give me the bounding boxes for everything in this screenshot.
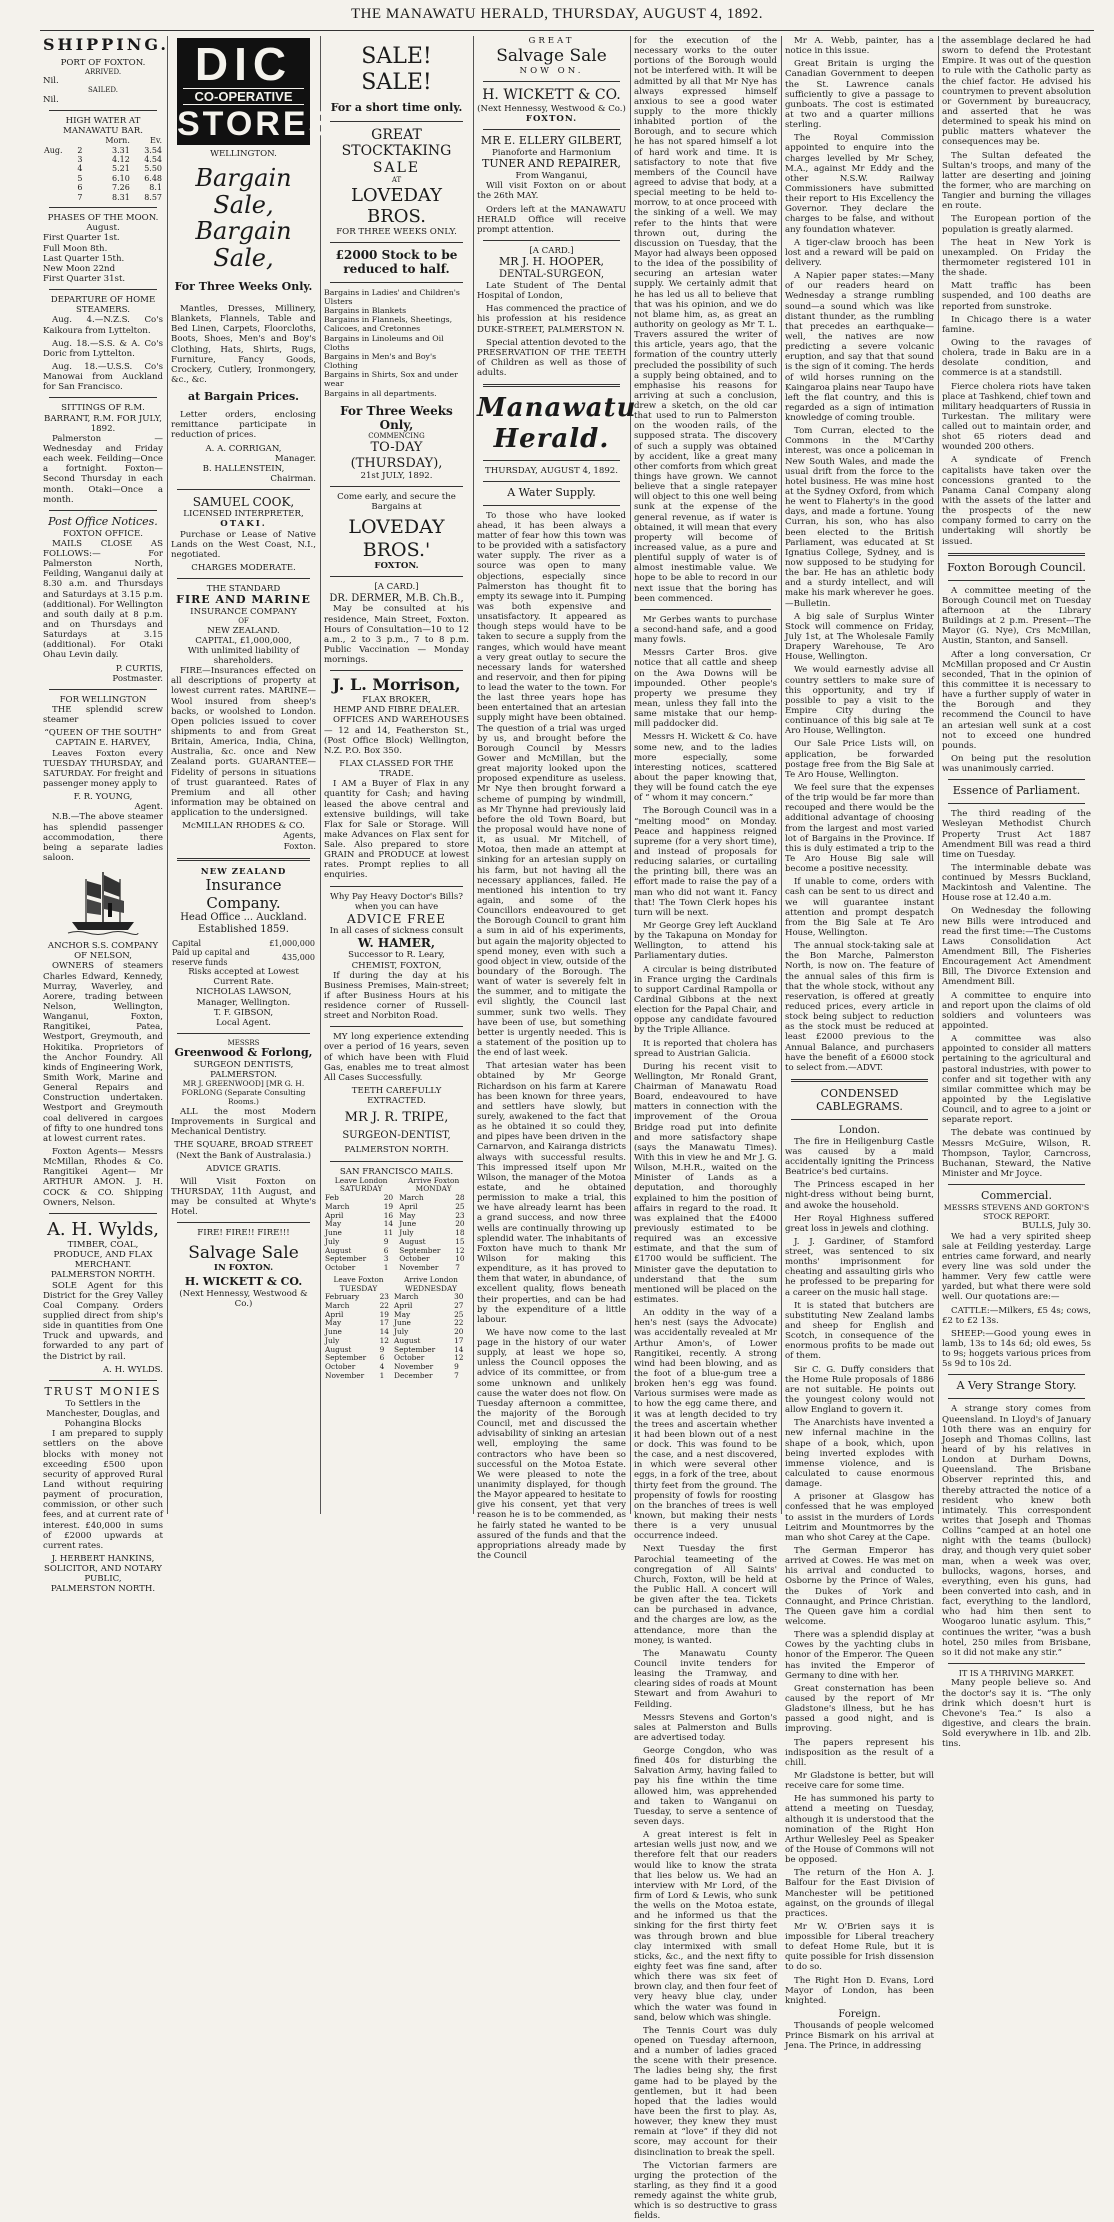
now-on: NOW ON. bbox=[519, 66, 584, 77]
three-weeks-2: For Three Weeks Only, bbox=[340, 403, 453, 432]
dic-place: WELLINGTON. bbox=[210, 149, 277, 160]
moon-line: First Quarter 31st. bbox=[43, 273, 126, 284]
news-paragraph: Mr George Grey left Auckland by the Takapuna on Monday for Wellington, to attend his Parliamentary duties. bbox=[634, 920, 777, 962]
hooper-name: MR J. H. HOOPER, bbox=[498, 255, 604, 269]
column-1 bbox=[40, 35, 169, 1595]
news-paragraph: We would earnestly advise all country settlers to make sure of this opportunity, and try if possible to pay a visit to the Empire City during the continuance of this big sale at Te Aro House, Wellington. bbox=[785, 665, 934, 737]
table-row: April 19 May 25 bbox=[325, 1309, 464, 1319]
cable-item: Mr Gladstone is better, but will receive care for some time. bbox=[785, 1770, 934, 1792]
square-address: THE SQUARE, BROAD STREET (Next the Bank of Australasia.) bbox=[174, 1140, 313, 1161]
cable-item: A prisoner at Glasgow has confessed that he was employed to assist in the murders of Lords Leitrim and Mountmorres by the man who shot Carey at the Cape. bbox=[785, 1492, 934, 1543]
cook-title: SAMUEL COOK, bbox=[192, 495, 295, 510]
hooper-sub: DENTAL-SURGEON, bbox=[498, 269, 604, 281]
cable-item: Fierce cholera riots have taken place at Tashkend, chief town and military headquarters of Russia in Turkestan. The military were called out to maintain order, and shot 65 rioters dead and wounded 200 others. bbox=[942, 381, 1091, 453]
water-paragraph: That artesian water has been obtained by Mr George Richardson on his farm at Karere has been known for three years, and settlers have slowly, but surely, awakened to the fact that as he obtained it so could they, and pipes have been driven in the Carnarvon, and Kairanga districts always with successful results. This impressed itself upon Mr Wilson, the manager of the Motoa estate, and he obtained permission to make a trial, this we have already learnt has been a grand success, and now three wells are continually throwing up splendid water. The inhabitants of Foxton have much to thank Mr Wilson for making this expenditure, as it has proved to them that water, in abundance, of excellent quality, flows beneath their properties, and can be had by the expenditure of a little labour. bbox=[477, 1061, 626, 1325]
ship-name: “QUEEN OF THE SOUTH” bbox=[44, 728, 162, 739]
cable-item: There was a splendid display at Cowes by the yachting clubs in honor of the Emperor. The Queen has invited the Emperor of Germany to dine with her. bbox=[785, 1630, 934, 1681]
column-4 bbox=[474, 36, 637, 1562]
list-item: Bargains in Shirts, Sox and under wear bbox=[324, 370, 458, 389]
teeth-extracted: TEETH CAREFULLY EXTRACTED. bbox=[351, 1086, 442, 1107]
liability-label: With unlimited liability of shareholders. bbox=[187, 645, 300, 666]
arrived-heading: ARRIVED. bbox=[84, 68, 122, 77]
fire-marine-title: FIRE AND MARINE bbox=[176, 593, 311, 607]
news-paragraph: Messrs Carter Bros. give notice that all cattle and sheep on the Awa Downs will be impounded. Other people's property we presume they mean, unless they fall into the same mistake that our hemp-mill paddocker did. bbox=[634, 648, 777, 730]
cable-item: It is stated that butchers are substituting New Zealand lambs and sheep for English and Scotch, in consequence of the enormous profits to be made out of them. bbox=[785, 1300, 934, 1362]
steamer-item: Aug. 18.—S.S. & A. Co's Doric from Lyttelton. bbox=[43, 338, 163, 359]
messrs-label: MESSRS bbox=[227, 1038, 260, 1047]
tripe-place: PALMERSTON NORTH. bbox=[344, 1145, 449, 1156]
today: TO-DAY (THURSDAY), bbox=[350, 440, 443, 471]
parliament-paragraph: A committee was also appointed to consider all matters pertaining to the agricultural and pastoral industries, with power to confer and sit together with any similar committee which may be appointed by the Legislative Council, and to agree to a joint or separate report. bbox=[942, 1034, 1091, 1126]
capital-label: CAPITAL, £1,000,000, bbox=[195, 635, 292, 646]
table-row: June 11 July 18 bbox=[325, 1228, 465, 1238]
sailed-value: Nil. bbox=[43, 94, 59, 105]
cable-item: Sir C. G. Duffy considers that the Home Rule proposals of 1886 are not suitable. He points out the youngest colony would not allow England to govern it. bbox=[785, 1364, 934, 1416]
nz-label: NEW ZEALAND. bbox=[207, 625, 280, 636]
news-paragraph: During his recent visit to Wellington, Mr Ronald Grant, Chairman of Manawatu Road Board, endeavoured to have matters in connection with the improvement of the Oroua Bridge road put into definite and more satisfactory shape (says the Manawatu Times). With this in view he and Mr J. G. Wilson, M.H.R., waited on the Minister of Lands as a deputation, and thoroughly explained to him the position of affairs in regard to the road. It was explained that the £4000 previously estimated to be required was an excessive estimate, and that the sum of £1700 would be sufficient. The Minister gave the deputation to understand that the sum mentioned will be placed on the estimates. bbox=[634, 1061, 777, 1306]
wylds-sub: TIMBER, COAL, PRODUCE, AND FLAX MERCHANT. bbox=[53, 1240, 153, 1271]
news-paragraph: Our Sale Price Lists will, on application, be forwarded postage free from the Big Sale at Te Aro House, Wellington. bbox=[785, 739, 934, 780]
news-paragraph: The Victorian farmers are urging the protection of the starling, as they find it a good remedy against the white grub, which is so destructive to grass fields. bbox=[634, 2160, 777, 2222]
table-row: June 14 July 20 bbox=[325, 1327, 464, 1337]
at-label: AT bbox=[391, 176, 402, 185]
wellington-text: THE splendid screw steamer bbox=[43, 705, 163, 726]
parliament-paragraph: A committee to enquire into and report upon the claims of old soldiers and volunteers was appointed. bbox=[942, 990, 1091, 1032]
cable-item: Great consternation has been caused by the report of Mr Gladstone's illness, but he has passed a good night, and is improving. bbox=[785, 1683, 934, 1735]
tuner-label: TUNER AND REPAIRER, bbox=[481, 157, 621, 171]
mails-table-1: Leave London SATURDAY Arrive Foxton MONDAY Feb 20 March 28 March 19 April 25 April 16 May 23 May 14 June 20 June 11 July 18 July 9 August 15 August 6 September 12 September 3 October 10 October 1 November 7 bbox=[324, 1177, 469, 1273]
moon-month: August. bbox=[86, 223, 120, 234]
visit-text: Will Visit Foxton on THURSDAY, 11th August, and may be consulted at Whyte's Hotel. bbox=[171, 1176, 316, 1218]
wickett-sub: (Next Hennessy, Westwood & Co.) bbox=[179, 1288, 308, 1309]
list-item: Bargains in Men's and Boy's Clothing bbox=[324, 351, 437, 371]
mcmillan-place: Foxton. bbox=[283, 841, 316, 852]
lawson-name: NICHOLAS LAWSON, bbox=[195, 987, 292, 998]
gorton-title: MESSRS STEVENS AND GORTON'S STOCK REPORT. bbox=[943, 1203, 1090, 1222]
shipping-title: SHIPPING. bbox=[43, 35, 169, 54]
hooper-text2: Has commenced the practice of his profession at his residence DUKE-STREET, PALMERSTON N. bbox=[477, 304, 626, 335]
nzi-title: Insurance Company. bbox=[205, 875, 282, 912]
table-row: July 9 August 15 bbox=[325, 1236, 465, 1246]
council-title: Foxton Borough Council. bbox=[947, 560, 1086, 574]
table-row: 4 5.21 5.50 bbox=[77, 164, 162, 174]
table-row: 3 4.12 4.54 bbox=[77, 154, 162, 164]
table-row: May 14 June 20 bbox=[325, 1219, 465, 1229]
cable-item: The heat in New York is unexampled. On Friday the thermometer registered 101 in the shade. bbox=[942, 237, 1091, 279]
greenwood-place: PALMERSTON. bbox=[210, 1070, 277, 1081]
commercial-paragraph: CATTLE:—Milkers, £5 4s; cows, £2 to £2 13s. bbox=[942, 1305, 1091, 1326]
hankins-place: PALMERSTON NORTH. bbox=[50, 1584, 156, 1595]
port-heading: PORT OF FOXTON. bbox=[60, 57, 146, 68]
hooper-text3: Special attention devoted to the PRESERVATION OF THE TEETH of Children as well as those of adults. bbox=[477, 337, 626, 379]
head-office: Head Office ... Auckland. bbox=[180, 912, 307, 924]
date: 21st JULY, 1892. bbox=[360, 471, 433, 482]
news-paragraph: George Congdon, who was fined 40s for disturbing the Salvation Army, having failed to pay his fine within the time allowed him, was apprehended and taken to Wanganui on Tuesday, to serve a sentence of seven days. bbox=[634, 1746, 777, 1828]
hankins-name: J. HERBERT HANKINS, bbox=[51, 1553, 155, 1564]
cable-item: Thousands of people welcomed Prince Bismark on his arrival at Jena. The Prince, in addressing bbox=[785, 2020, 934, 2052]
anchor-title: ANCHOR S.S. COMPANY OF NELSON, bbox=[47, 941, 159, 962]
steamer-item: Aug. 4.—N.Z.S. Co's Kaikoura from Lyttelton. bbox=[43, 315, 163, 336]
column-3 bbox=[321, 36, 472, 1514]
news-paragraph: If unable to come, orders with cash can be sent to us direct and we will guarantee instant attention and prompt despatch from the Big Sale at Te Aro House, Wellington. bbox=[785, 877, 934, 938]
steamer-item: Aug. 18.—U.S.S. Co's Manowai from Auckland for San Francisco. bbox=[43, 361, 163, 393]
table-row: March 19 April 25 bbox=[325, 1201, 465, 1211]
stock-reduced: £2000 Stock to be reduced to half. bbox=[335, 248, 458, 277]
mcmillan-name: McMILLAN RHODES & CO. bbox=[182, 821, 305, 832]
column-2 bbox=[168, 36, 335, 1514]
hamer-text: If during the day at his Business Premises, Main-street; if after Business Hours at his residence corner of Russell-street and Norbiton Road. bbox=[324, 970, 469, 1022]
wellington-title: FOR WELLINGTON bbox=[59, 694, 147, 705]
leaves-text: Leaves Foxton every TUESDAY THURSDAY, and SATURDAY. For freight and passenger money apply to bbox=[43, 748, 163, 789]
gilbert-sub: Pianoforte and Harmonium bbox=[491, 148, 611, 159]
gilbert-text: Will visit Foxton on or about the 26th MAY. bbox=[477, 181, 626, 202]
news-paragraph: Mr A. Webb, painter, has a notice in this issue. bbox=[785, 36, 934, 57]
table-row: March 22 April 27 bbox=[325, 1301, 464, 1311]
advice-gratis: ADVICE GRATIS. bbox=[206, 1163, 281, 1174]
cable-item: Mr W. O'Brien says it is impossible for Liberal treachery to defeat Home Rule, but it is quite possible for Irish dissension to do so. bbox=[785, 1921, 934, 1973]
hallenstein-name: B. HALLENSTEIN, bbox=[202, 463, 285, 474]
post-title: Post Office Notices. bbox=[48, 514, 158, 528]
fire-fire: FIRE! FIRE!! FIRE!!! bbox=[197, 1228, 290, 1239]
table-row: Paid up capital and reserve funds 435,000 bbox=[172, 948, 315, 967]
council-paragraph: After a long conversation, Cr McMillan proposed and Cr Austin seconded, That in the opinion of this committee it is necessary to have a further supply of water in the Borough and they recommend the Council to have an artesian well sunk at a cost not to exceed one hundred pounds. bbox=[942, 649, 1091, 751]
short-time: For a short time only. bbox=[330, 100, 463, 114]
column-7 bbox=[939, 36, 1094, 1750]
at-bargain: at Bargain Prices. bbox=[187, 390, 300, 404]
tripe-text: MY long experience extending over a period of 16 years, seven of which have been with Fluid Gas, enables me to treat almost All Cases Successfully. bbox=[324, 1032, 469, 1083]
cable-item: The Right Hon D. Evans, Lord Mayor of London, has been knighted. bbox=[785, 1975, 934, 2006]
lawson-role: Manager, Wellington. bbox=[196, 997, 291, 1008]
news-paragraph: A tiger-claw brooch has been lost and a reward will be paid on delivery. bbox=[785, 237, 934, 268]
steamers-title: DEPARTURE OF HOME STEAMERS. bbox=[50, 295, 156, 316]
standard-title: THE STANDARD bbox=[206, 584, 281, 595]
news-paragraph: Great Britain is urging the Canadian Government to deepen the St. Lawrence canals sufficiently to give a passage to gunboats. The cost is estimated at two and a quarter millions sterling. bbox=[785, 59, 934, 131]
council-paragraph: On being put the resolution was unanimously carried. bbox=[942, 753, 1091, 775]
come-early: Come early, and secure the Bargains at bbox=[337, 492, 456, 513]
anchor-text: OWNERS of steamers Charles Edward, Kennedy, Murray, Waverley, and Aorere, trading between Nelson, Wellington, Wanganui, Foxton, Rangitikei, Patea, Westport, Greymouth, and Hokitika. Proprietors of the Anchor Foundry. All kinds of Engineering Work, Smith Work, Marine and General Repairs and Construction undertaken. Westport and Greymouth coal delivered in cargoes of fifty to one hundred tons at lowest current rates. bbox=[43, 961, 163, 1144]
moon-title: PHASES OF THE MOON. bbox=[47, 213, 159, 224]
dermer-text: May be consulted at his residence, Main Street, Foxton. Hours of Consultation—10 to 12 a.m., 2 to 3 p.m., 7 to 8 p.m. Public Vaccination — Monday mornings. bbox=[324, 604, 469, 666]
water-paragraph: We have now come to the last page in the history of our water supply, at least we hope so, unless the Council opposes the advice of its committee, or from some unknown and unlikely cause the water does not flow. On Tuesday afternoon a committee, the majority of the Borough Council, met and discussed the advisability of sinking an artesian well, employing the same contractors who have been so successful on the Motoa Estate. We were pleased to note the unanimity displayed, for though the Mayor appeared to hesitate to give his consent, yet that very reason he is to be commended, as he fairly stated he wanted to be assured of the funds and that the appropriations already made by the Council bbox=[477, 1327, 626, 1562]
sittings-text: Palmerston — Wednesday and Friday each week. Feilding—Once a fortnight. Foxton—Second Thursday in each month. Otaki—Once a month. bbox=[43, 433, 163, 505]
news-paragraph: A circular is being distributed in France urging the Cardinals to support Cardinal Rampolla or Cardinal Gibbons at the next election for the Papal Chair, and oppose any candidate favoured by the Triple Alliance. bbox=[634, 964, 777, 1036]
table-row: October 4 November 9 bbox=[325, 1362, 459, 1372]
loveday-foxton: FOXTON. bbox=[374, 561, 419, 572]
tripe-sub: SURGEON-DENTIST, bbox=[342, 1129, 451, 1141]
stocktaking-title: GREAT STOCKTAKING bbox=[341, 126, 452, 160]
gibson-role: Local Agent. bbox=[216, 1017, 271, 1028]
table-row: May 17 June 22 bbox=[325, 1318, 464, 1328]
salvage-title: Salvage Sale bbox=[496, 46, 607, 67]
wickett-name: H. WICKETT & CO. bbox=[184, 1274, 303, 1288]
cable-item: The European portion of the population is greatly alarmed. bbox=[942, 214, 1091, 235]
greenwood-sub: SURGEON DENTISTS, bbox=[193, 1060, 294, 1071]
column-5 bbox=[631, 36, 780, 2222]
cable-item: A syndicate of French capitalists have taken over the concessions granted to the Panama Canal Company along with the assets of the latter and the prospects of the new company formed to carry on the undertaking will shortly be issued. bbox=[942, 455, 1091, 547]
corrigan-role: Manager. bbox=[274, 453, 316, 464]
news-paragraph: The Royal Commission appointed to enquire into the charges levelled by Mr Schey, M.A., against Mr Eddy and the other N.S.W. Railway Commissioners have submitted their report to His Excellency the Governor. They declare the charges to be false, and without any foundation whatever. bbox=[785, 133, 934, 235]
table-row: September 6 October 12 bbox=[325, 1353, 464, 1363]
masthead: THE MANAWATU HERALD, THURSDAY, AUGUST 4, 1892. bbox=[350, 6, 764, 22]
high-water-table: Morn. Ev. Aug. 2 3.31 3.54 3 4.12 4.54 4 5.21 5.50 5 6.10 6.48 6 7.26 8.1 7 8.31 8.57 bbox=[44, 136, 162, 202]
high-water-title: HIGH WATER AT MANAWATU BAR. bbox=[63, 115, 143, 136]
table-row: 7 8.31 8.57 bbox=[77, 192, 162, 202]
trust-text: I am prepared to supply settlers on the above blocks with money not exceeding £500 upon security of approved Rural Land without requiring payment of procuration, commission, or other such fees, and at current rate of interest. £40,000 in sums of £2000 upwards at current rates. bbox=[43, 1429, 163, 1551]
table-row: Feb 20 March 28 bbox=[325, 1193, 465, 1203]
morrison-text: I AM a Buyer of Flax in any quantity for Cash; and having leased the above central and extensive buildings, will take Flax for Sale or Storage. Will make Advances on Flax sent for Sale. Also prepared to store GRAIN and PRODUCE at lowest rates. Prompt replies to all enquiries. bbox=[324, 779, 469, 881]
cable-item: The Anarchists have invented a new infernal machine in the shape of a book, which, upon being inverted explodes with immense violence, and is calculated to cause enormous damage. bbox=[785, 1418, 934, 1490]
news-paragraph: Messrs H. Wickett & Co. have some new, and to the ladies more especially, some interesting notices, scattered about the paper knowing that, they will be found catch the eye of “ whom it may concern.” bbox=[634, 732, 777, 804]
table-row: 5 6.10 6.48 bbox=[77, 173, 162, 183]
paper-date: THURSDAY, AUGUST 4, 1892. bbox=[484, 465, 619, 476]
morrison-sub: FLAX BROKER, bbox=[362, 695, 431, 706]
nzi-capital-table bbox=[171, 939, 316, 967]
news-paragraph: The Manawatu County Council invite tenders for leasing the Tramway, and clearing sides of roads at Mount Stewart and from Awahuri to Feilding. bbox=[634, 1648, 777, 1710]
moon-line: Full Moon 8th. bbox=[43, 243, 108, 254]
insurance-co: INSURANCE COMPANY bbox=[190, 607, 297, 618]
cable-item: Matt traffic has been suspended, and 100 deaths are reported from sunstroke. bbox=[942, 281, 1091, 312]
morrison-office: OFFICES AND WAREHOUSES— 12 and 14, Featherston St., (Post Office Block) Wellington, N.Z. P.O. Box 350. bbox=[324, 715, 469, 756]
salvage-title: Salvage Sale bbox=[188, 1242, 299, 1263]
paper-title: Manawatu Herald. bbox=[477, 393, 637, 454]
foxton-label: FOXTON. bbox=[525, 113, 578, 124]
risks: Risks accepted at Lowest Current Rate. bbox=[188, 967, 299, 988]
cable-item: He has summoned his party to attend a meeting on Tuesday, although it is understood that the nomination of the Right Hon Arthur Wellesley Peel as Speaker of the House of Commons will not be opposed. bbox=[785, 1794, 934, 1866]
gilbert-text2: Orders left at the MANAWATU HERALD Office will receive prompt attention. bbox=[477, 204, 626, 235]
market-title: IT IS A THRIVING MARKET. bbox=[958, 1668, 1075, 1678]
fire-text: FIRE—Insurances effected on all descriptions of property at lowest current rates. MARINE—Wool insured from sheep's backs, or woolshed to London. Open policies issued to cover shipments to and from Great Britain, America, India, China, Australia, &c. once and New Zealand ports. GUARANTEE—Fidelity of persons in situations of trust guaranteed. Rates of Premium and all other information may be obtained on application to the undersigned. bbox=[171, 666, 316, 819]
sittings-title: SITTINGS OF R.M. BARRANT, R.M. FOR JULY, 1892. bbox=[44, 403, 162, 434]
gilbert-name: MR E. ELLERY GILBERT, bbox=[480, 134, 623, 148]
moon-line: First Quarter 1st. bbox=[43, 233, 120, 244]
cable-item: In Chicago there is a water famine. bbox=[942, 314, 1091, 335]
wylds-text: SOLE Agent for this District for the Grey Valley Coal Company. Orders supplied direct from ship's side in quantities from One Truck and upwards, and forwarded to any part of the District by rail. bbox=[43, 1280, 163, 1362]
trust-title: TRUST MONIES bbox=[44, 1384, 162, 1398]
arrived-value: Nil. bbox=[43, 76, 59, 87]
three-weeks-only: FOR THREE WEEKS ONLY. bbox=[336, 227, 457, 238]
card-label: [A CARD.] bbox=[529, 246, 574, 257]
commercial-paragraph: SHEEP:—Good young ewes in lamb, 13s to 14s 6d; old ewes, 5s to 9s; hoggets various prices from 5s 9d to 10s 2d. bbox=[942, 1328, 1091, 1370]
table-row: August 6 September 12 bbox=[325, 1245, 465, 1255]
news-paragraph: A big sale of Surplus Winter Stock will commence on Friday, July 1st, at The Wholesale Family Drapery Warehouse, Te Aro House, Wellington. bbox=[785, 611, 934, 663]
dermer-name: DR. DERMER, M.B. Ch.B., bbox=[329, 592, 464, 604]
of-label: OF bbox=[238, 617, 249, 626]
cable-title: CONDENSED CABLEGRAMS. bbox=[816, 1086, 903, 1113]
cook-sub: LICENSED INTERPRETER, bbox=[183, 509, 304, 520]
greenwood-title: Greenwood & Forlong, bbox=[174, 1046, 313, 1060]
hallenstein-role: Chairman. bbox=[270, 473, 316, 484]
post-sign: P. CURTIS, bbox=[115, 663, 163, 674]
market-paragraph: Many people believe so. And the doctor's say it is. “The only drink which doesn't hurt is Chevone's Tea.” Is also a digestive, and clears the brain. Sold everywhere in 1lb. and 2lb. tins. bbox=[942, 1678, 1091, 1750]
water-title: A Water Supply. bbox=[507, 485, 596, 499]
list-item: Bargains in Blankets bbox=[324, 305, 407, 315]
commencing: COMMENCING bbox=[368, 432, 425, 441]
table-row: November 1 December 7 bbox=[325, 1370, 459, 1380]
anchor-agents: Foxton Agents— Messrs McMillan, Rhodes & Co. Rangitikei Agent— Mr ARTHUR AMON. J. H. COCK & CO. Shipping Owners, Nelson. bbox=[43, 1146, 163, 1208]
strange-title: A Very Strange Story. bbox=[956, 1379, 1077, 1393]
advice-free: ADVICE FREE bbox=[346, 911, 447, 926]
cable-item: The fire in Heiligenburg Castle was caused by a maid accidentally igniting the Princess Beatrice's bed curtains. bbox=[785, 1136, 934, 1178]
cook-text: Purchase or Lease of Native Lands on the West Coast, N.I., negotiated. bbox=[171, 529, 316, 560]
nzi-banner: NEW ZEALAND bbox=[200, 866, 287, 877]
news-paragraph: A great interest is felt in artesian wells just now, and we therefore felt that our readers would like to know the strata that lies below us. We had an interview with Mr Lord, of the firm of Lord & Lewis, who sunk the wells on the Motoa estate, and he informed us that the sinking for the first thirty feet was through brown and blue clay intermixed with small sticks, &c., and the next fifty to eighty feet was fine sand, after which there was six feet of brown clay, and then four feet of very heavy blue clay, under which the water was found in sand, below which was shingle. bbox=[634, 1830, 777, 2023]
greenwood-text: ALL the most Modern Improvements in Surgical and Mechanical Dentistry. bbox=[171, 1106, 316, 1138]
table-row: September 3 October 10 bbox=[325, 1254, 465, 1264]
table-row: Capital £1,000,000 bbox=[172, 938, 315, 948]
commercial-paragraph: We had a very spirited sheep sale at Feilding yesterday. Large entries came forward, and nearly every line was sold under the hammer. Very few cattle were yarded, but what there were sold well. Our quotations are:— bbox=[942, 1231, 1091, 1303]
mails-title: SAN FRANCISCO MAILS. bbox=[339, 1166, 454, 1177]
news-paragraph: The Borough Council was in a “melting mood” on Monday. Peace and happiness reigned supreme (for a very short time), and instead of proposals for reducing salaries, or curtailing the printing bill, there was an effort made to raise the pay of a man who did not want it. Fancy that! The Town Clerk hopes his turn will be next. bbox=[634, 806, 777, 918]
post-text: MAILS CLOSE AS FOLLOWS:— For Palmerston North, Feilding, Wanganui daily at 8.30 a.m. and Thursdays and Saturdays at 3.15 p.m. (additional). For Wellington and south daily at 8 p.m. and on Thursdays and Saturdays at 3.15 (additional). For Otaki Ohau Levin daily. bbox=[43, 538, 163, 661]
table-row: February 23 March 30 bbox=[325, 1292, 464, 1302]
letter-orders: Letter orders, enclosing remittance participate in reduction of prices. bbox=[171, 410, 316, 441]
news-paragraph: Mr Gerbes wants to purchase a second-hand safe, and a good many fowls. bbox=[634, 614, 777, 646]
sailed-heading: SAILED. bbox=[88, 86, 118, 95]
cable-item: The Sultan defeated the Sultan's troops, and many of the latter are deserting and joining the former, who are marching on Tangier and burning the villages en route. bbox=[942, 150, 1091, 212]
table-row: August 9 September 14 bbox=[325, 1344, 464, 1354]
doctor-question: Why Pay Heavy Doctor's Bills? when you can have bbox=[330, 891, 463, 912]
tripe-name: MR J. R. TRIPE, bbox=[344, 1110, 449, 1126]
table-row: Aug. 2 3.31 3.54 bbox=[44, 145, 162, 155]
hooper-text: Late Student of The Dental Hospital of London, bbox=[477, 280, 626, 302]
foreign-heading: Foreign. bbox=[838, 2009, 881, 2021]
mails-table-2: Leave Foxton TUESDAY Arrive London WEDNESDAY February 23 March 30 March 22 April 27 April 19 May 25 May 17 June 22 June 14 July 20 July 12 August 17 August 9 September 14 September 6 October 12 October 4 November 9 November 1 December 7 bbox=[324, 1276, 469, 1381]
flax-classed: FLAX CLASSED FOR THE TRADE. bbox=[339, 758, 454, 780]
bargain-heading: Bargain Sale, bbox=[195, 164, 292, 219]
wylds-place: PALMERSTON NORTH. bbox=[50, 1270, 156, 1281]
cable-item: The papers represent his indisposition as the result of a chill. bbox=[785, 1737, 934, 1768]
news-paragraph: An oddity in the way of a hen's nest (says the Advocate) was accidentally revealed at Mr Arthur Amon's, of Lower Rangitikei, recently. A strong wind had been blowing, and as the foot of a blue-gum tree a broken hen's egg was found. Various surmises were made as to how the egg came there, and it was at length decided to try the trees and ascertain whether it had been blown out of a nest or dock. This was found to be the case, and a nest discovered, in which were several other eggs, in a fork of the tree, about thirty feet from the ground. The propensity of fowls for roosting on the branches of trees is well known, but making their nests there is a very unusual occurrence indeed. bbox=[634, 1308, 777, 1542]
sale2-title: SALE bbox=[372, 159, 421, 176]
bargain-heading: Bargain Sale, bbox=[195, 217, 292, 272]
council-paragraph: A committee meeting of the Borough Council met on Tuesday afternoon at the Library Buildings at 2 p.m. Present—The Mayor (G. Nye), Crs McMillan, Austin, Stanton, and Sansell. bbox=[942, 585, 1091, 647]
list-item: Bargains in all departments. bbox=[324, 388, 437, 398]
cable-item: Owing to the ravages of cholera, trade in Baku are in a desolate condition, and commerce is at a standstill. bbox=[942, 337, 1091, 379]
cable-item: the assemblage declared he had sworn to defend the Protestant Empire. It was out of the question to rule with the Catholic party as the chief factor. He advised his countrymen to prevent absolution or Government by bureaucracy, and asserted that he was determined to speak his mind on public matters whatever the consequences may be. bbox=[942, 36, 1091, 148]
parliament-paragraph: The third reading of the Wesleyan Methodist Church Property Trust Act 1887 Amendment Bill was read a third time on Tuesday. bbox=[942, 809, 1091, 860]
established: Established 1859. bbox=[198, 923, 289, 935]
post-sub: FOXTON OFFICE. bbox=[63, 528, 143, 539]
from-label: From Wanganui, bbox=[515, 171, 588, 182]
loveday-2: LOVEDAY BROS.' bbox=[348, 516, 445, 561]
news-paragraph: Next Tuesday the first Parochial teameeting of the congregation of All Saints' Church, Foxton, will be held at the Public Hall. A concert will be given after the tea. Tickets can be purchased in advance, and the charges are low, as the attendance, more than the money, is wanted. bbox=[634, 1544, 777, 1646]
greenwood-names: MR J. GREENWOOD] [MR G. H. FORLONG (Separate Consulting Rooms.) bbox=[181, 1079, 306, 1107]
morrison-name: J. L. Morrison, bbox=[332, 675, 461, 695]
gibson-name: T. F. GIBSON, bbox=[213, 1007, 274, 1018]
essence-title: Essence of Parliament. bbox=[952, 784, 1081, 798]
great-label: GREAT bbox=[528, 36, 575, 46]
wylds-title: A. H. Wylds, bbox=[46, 1218, 160, 1240]
news-paragraph: Messrs Stevens and Gorton's sales at Palmerston and Bulls are advertised today. bbox=[634, 1712, 777, 1743]
dic-logo: DIC CO-OPERATIVE STORES bbox=[177, 38, 335, 144]
news-paragraph: The Tennis Court was duly opened on Tuesday afternoon, and a number of ladies graced the scene with their presence. The ladies being shy, the first game had to be played by the gentlemen, but it had been hoped that the ladies would have been the first to play. As, however, they knew they must remain at “love” if they did not score, may account for their disinclination to break the spell. bbox=[634, 2025, 777, 2158]
steamship-icon bbox=[68, 867, 138, 937]
cook-charges: CHARGES MODERATE. bbox=[191, 562, 296, 573]
column-6 bbox=[782, 36, 937, 2052]
masthead-rule bbox=[40, 30, 1094, 31]
cable-item: The Princess escaped in her night-dress without being burnt, and awoke the household. bbox=[785, 1180, 934, 1211]
table-row: October 1 November 7 bbox=[325, 1263, 460, 1273]
table-row: July 12 August 17 bbox=[325, 1335, 464, 1345]
news-paragraph: We feel sure that the expenses of the trip would be far more than recouped and there would be the additional advantage of choosing from the largest and most varied lot of Bargains in the Province. If this is duly estimated a trip to the Te Aro House Big sale will become a positive necessity. bbox=[785, 782, 934, 875]
hamer-name: W. HAMER, bbox=[357, 936, 436, 951]
loveday-title: LOVEDAY BROS. bbox=[350, 184, 443, 227]
list-item: Bargains in Linoleums and Oil Cloths bbox=[324, 333, 444, 352]
table-row: 6 7.26 8.1 bbox=[77, 183, 162, 193]
mcmillan-role: Agents, bbox=[283, 831, 316, 842]
story-paragraph: A strange story comes from Queensland. In Lloyd's of January 10th there was an enquiry for Joseph and Thomas Collins, last heard of by his relatives in London at Durham Downs, Queensland. The Brisbane Observer reprinted this, and thereby attracted the notice of a resident who knew both intimately. This correspondent writes that Joseph and Thomas Collins “camped at an hotel one night with the teams (bullock) dray, and though very quiet sober man, when a week was over, bullocks, wagons, horses, and everything, even his guns, had been converted into cash, and in fact, everything to the landlord, who had him then sent to Woogaroo lunatic asylum. This,” continues the writer, “was a bush hotel, 250 miles from Brisbane, so it did not make any stir.” bbox=[942, 1404, 1091, 1658]
card-label: [A CARD.] bbox=[374, 582, 419, 593]
cook-place: OTAKI. bbox=[220, 519, 267, 530]
cable-item: Her Royal Highness suffered great loss in jewels and clothing. bbox=[785, 1213, 934, 1234]
cable-item: The return of the Hon A. J. Balfour for the East Division of Manchester will be petitioned against, on the grounds of illegal practices. bbox=[785, 1868, 934, 1919]
goods-list: Mantles, Dresses, Millinery, Blankets, Flannels, Table and Bed Linen, Carpets, Floorcloths, Boots, Shoes, Men's and Boy's Clothing, Hats, Shirts, Rugs, Furniture, Fancy Goods, Crockery, Cutlery, Ironmongery, &c., &c. bbox=[171, 304, 316, 385]
sickness-text: In all cases of sickness consult bbox=[329, 926, 464, 937]
moon-line: New Moon 22nd bbox=[43, 263, 116, 274]
parliament-paragraph: The interminable debate was continued by Messrs Buckland, Mackintosh and Valentine. The House rose at 12.40 a.m. bbox=[942, 862, 1091, 904]
water-paragraph: To those who have looked ahead, it has been always a matter of fear how this town was to be provided with a satisfactory water supply. The river as a source was open to many objections, especially since Palmerston has thought fit to empty its sewage into it. Pumping was both expensive and unsatisfactory. It appeared as though steps would have to be taken to secure a supply from the ranges, which would have meant a very great outlay to secure the necessary lands for watershed and reservoir, and then for piping to lead the water to the town. For the last three years hope has been entertained that an artesian supply might have been obtained. The question of a trial was urged by us, and brought before the Borough Council by Messrs Gower and McMillan, but the great majority looked upon the proposed expenditure as useless. Mr Nye then brought forward a scheme of pumping by windmill, as Mr Thynne had previously laid before the old Town Board, but the proposal would have none of it, as usual. Mr Mitchell, of Motoa, then made an attempt at sinking for an artesian supply on his farm, but not having all the necessary appliances, failed. He mentioned his intention to try again, and some of the Councillors endeavoured to get the Borough Council to grant him a sum in aid of his experiments, but again the majority objected to spend money, even with such a good object in view, outside of the boundary of the Borough. The want of water is severely felt in the summer, and to mitigate the evil slightly, the Council last summer, sunk two wells. They have been of use, but something better is urgently needed. This is a statement of the position up to the end of last week. bbox=[477, 510, 626, 1059]
wickett-name: H. WICKETT & CO. bbox=[482, 87, 621, 104]
hankins-sub: SOLICITOR, AND NOTARY PUBLIC, bbox=[44, 1564, 162, 1585]
nb-text: N.B.—The above steamer has splendid passenger accommodation, there being a separate ladies saloon. bbox=[43, 812, 163, 863]
trust-sub: To Settlers in the Manchester, Douglas, and Pohangina Blocks bbox=[46, 1398, 160, 1430]
in-foxton: IN FOXTON. bbox=[213, 1262, 274, 1273]
three-weeks: For Three Weeks Only. bbox=[174, 280, 313, 294]
news-paragraph: The annual stock-taking sale at the Bon Marche, Palmerston North, is now on. The feature of the annual sales of this firm is that the whole stock, without any reservation, is offered at greatly reduced prices, every article in stock being subject to reduction as the stock must be reduced at least £2000 previous to the Annual Balance, and purchasers have the benefit of a £6000 stock to select from.—ADVT. bbox=[785, 941, 934, 1073]
captain: CAPTAIN E. HARVEY, bbox=[55, 738, 151, 749]
cable-item: J. J. Gardiner, of Stamford street, was sentenced to six months' imprisonment for cheating and assaulting girls who he professed to be preparing for a career on the music hall stage. bbox=[785, 1236, 934, 1298]
agent-name: F. R. YOUNG, bbox=[73, 792, 133, 803]
post-sign2: Postmaster. bbox=[112, 673, 163, 684]
wickett-sub: (Next Hennessy, Westwood & Co.) bbox=[477, 103, 626, 114]
morrison-sub2: HEMP AND FIBRE DEALER. bbox=[333, 705, 460, 716]
cable-item: The German Emperor has arrived at Cowes. He was met on his arrival and conducted to Osborne by the Prince of Wales, the Dukes of York and Connaught, and Prince Christian. The Queen gave him a cordial welcome. bbox=[785, 1546, 934, 1627]
commercial-title: Commercial. bbox=[981, 1189, 1052, 1203]
bargain-list bbox=[324, 288, 469, 398]
parliament-paragraph: On Wednesday the following new Bills were introduced and read the first time:—The Customs Laws Consolidation Act Amendment Bill, The Fisheries Encouragement Act Amendment Bill, The Divorce Extension and Amendment Bill. bbox=[942, 906, 1091, 988]
wylds-sign: A. H. WYLDS. bbox=[102, 1364, 163, 1375]
table-row: April 16 May 23 bbox=[325, 1210, 465, 1220]
news-paragraph: for the execution of the necessary works to the outer portions of the Borough would not be interfered with. It will be admitted by all that Mr Nye has always expressed himself anxious to see a good water supply to the more thickly inhabited portion of the Borough, and to secure which he has not spared himself a lot of hard work and time. It is satisfactory to note that five members of the Council have agreed to advise that body, at a special meeting to be held to-morrow, to at once proceed with the sinking of a well. We may refer to the hints that were thrown out, during the discussion on Tuesday, that the Mayor had always been opposed to the idea of the possibility of securing an artesian water supply. We certainly admit that he has led us all to believe that that was his opinion, and we do not blame him, as, as great an authority on geology as Mr T. L. Travers assured the writer of this article, years ago, that the formation of the country utterly precluded the possibility of such a supply being obtained, and to emphasise his reasons for arriving at such a conclusion, drew a sketch, on the old car that used to run to Palmerston on the wooden rails, of the supposed strata. The discovery of such a supply was obtained by accident, like a great many other comforts from which great things have grown. We cannot believe that a single ratepayer will object to this one well being sunk at the expense of the general revenue, as if water is obtained, it will mean that every property will become of increased value, as a pure and plentiful supply of water is of almost inestimable value. We hope to be able to record in our next issue that the boring has been commenced. bbox=[634, 36, 777, 604]
hamer-sub: Successor to R. Leary, bbox=[348, 950, 445, 961]
bulls-date: BULLS, July 30. bbox=[1022, 1221, 1091, 1232]
sale-headline: SALE! SALE! bbox=[361, 44, 432, 95]
list-item: Bargains in Flannels, Sheetings, Calicoes, and Cretonnes bbox=[324, 315, 453, 334]
agent-role: Agent. bbox=[134, 802, 163, 813]
hamer-sub2: CHEMIST, FOXTON, bbox=[351, 960, 442, 971]
moon-line: Last Quarter 15th. bbox=[43, 253, 125, 264]
parliament-paragraph: The debate was continued by Messrs McGuire, Wilson, R. Thompson, Taylor, Carncross, Buchanan, Steward, the Native Minister and Mr Joyce. bbox=[942, 1128, 1091, 1179]
london-heading: London. bbox=[838, 1124, 881, 1136]
list-item: Bargains in Ladies' and Children's Ulsters bbox=[324, 287, 460, 306]
news-paragraph: It is reported that cholera has spread to Austrian Galicia. bbox=[634, 1038, 777, 1059]
news-paragraph: Tom Curran, elected to the Commons in the M'Carthy interest, was once a policeman in New South Wales, and made the usual drift from the force to the hotel business. He was mine host at the Sydney Oxford, from which he went to Flaherty's in the good days, and made a fortune. Young Curran, his son, who has also been elected to the British Parliament, was educated at St Ignatius College, Sydney, and is now supposed to be studying for the bar. He has an athletic body and a sturdy intellect, and will make his mark wherever he goes.—Bulletin. bbox=[785, 426, 934, 609]
news-paragraph: A Napier paper states:—Many of our readers heard on Wednesday a strange rumbling sound—a sound which was like distant thunder, as the rumbling that precedes an earthquake—well, the natives are now predicting a severe volcanic eruption, and say that that sound is the sign of it coming. The herds of wild horses running on the Kaingaroa plains near Taupo have left the flat country, and this is regarded as a sign of intimation knowledge of coming trouble. bbox=[785, 271, 934, 424]
corrigan-name: A. A. CORRIGAN, bbox=[205, 443, 282, 454]
